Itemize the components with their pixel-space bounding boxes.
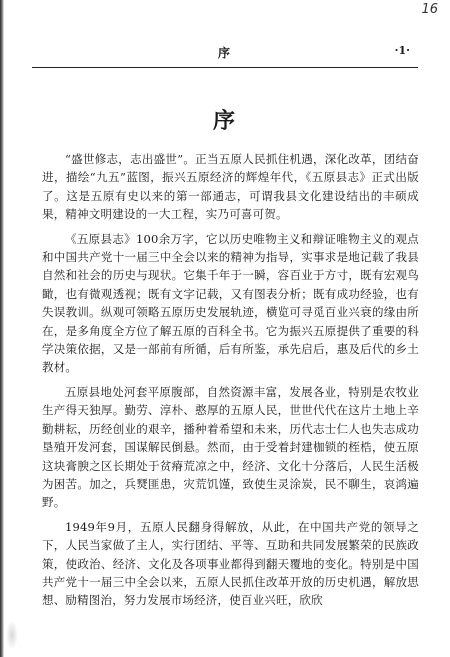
page-number: ·1·	[394, 44, 410, 57]
paragraph: 1949年9月，五原人民翻身得解放，从此，在中国共产党的领导之下，人民当家做了主人，实行团结、平等、互助和共同发展繁荣的民族政策，使政治、经济、文化及各项事业都得到翻天覆地的变化。特别是中国共产党十一届三中全会以来，五原人民抓住改革开放的历史机遇，解放思想、励精图治，努力发展市场经济，使百业兴旺，欣欣	[42, 519, 419, 608]
header-title: 序	[217, 46, 232, 60]
header-rule	[32, 67, 418, 68]
scan-smudge	[6, 620, 18, 650]
handwritten-page-note: 16	[421, 2, 438, 17]
binding-edge-shadow	[0, 0, 4, 657]
running-header	[36, 44, 414, 66]
paragraph: 《五原县志》100余万字，它以历史唯物主义和辩证唯物主义的观点和中国共产党十一届三中全会以来的精神为指导，实事求是地记载了我县自然和社会的历史与现状。它集千年于一瞬，容百业于方寸，既有宏观鸟瞰，也有微观透视；既有文字记载，又有图表分析；既有成功经验，也有失误教训。纵观可领略五原历史发展轨迹，横览可寻觅百业兴衰的缘由所在，是多角度全方位了解五原的百科全书。它为振兴五原提供了重要的科学决策依据，又是一部前有所循，后有所鉴，承先启后，惠及后代的乡土教材。	[42, 231, 419, 375]
section-title: 序	[212, 108, 237, 134]
paragraph: “盛世修志，志出盛世”。正当五原人民抓住机遇，深化改革，团结奋进，描绘“九五”蓝图，振兴五原经济的辉煌年代，《五原县志》正式出版了。这是五原有史以来的第一部通志，可谓我县文化建设结出的丰硕成果，精神文明建设的一大工程，实乃可喜可贺。	[42, 152, 419, 222]
body-text	[42, 150, 419, 612]
paragraph: 五原县地处河套平原腹部，自然资源丰富，发展各业，特别是农牧业生产得天独厚。勤劳、淳朴、憨厚的五原人民，世世代代在这片土地上辛勤耕耘，历经创业的艰辛，播种着希望和未来，历代志士仁人也失志成功垦殖开发河套，国谋解民倒悬。然而，由于受着封建枷锁的桎梏，使五原这块膏腴之区长期处于贫瘠荒凉之中，经济、文化十分落后，人民生活极为困苦。加之，兵燹匪患，灾荒饥馑，致使生灵涂炭，民不聊生，哀鸿遍野。	[42, 384, 419, 510]
